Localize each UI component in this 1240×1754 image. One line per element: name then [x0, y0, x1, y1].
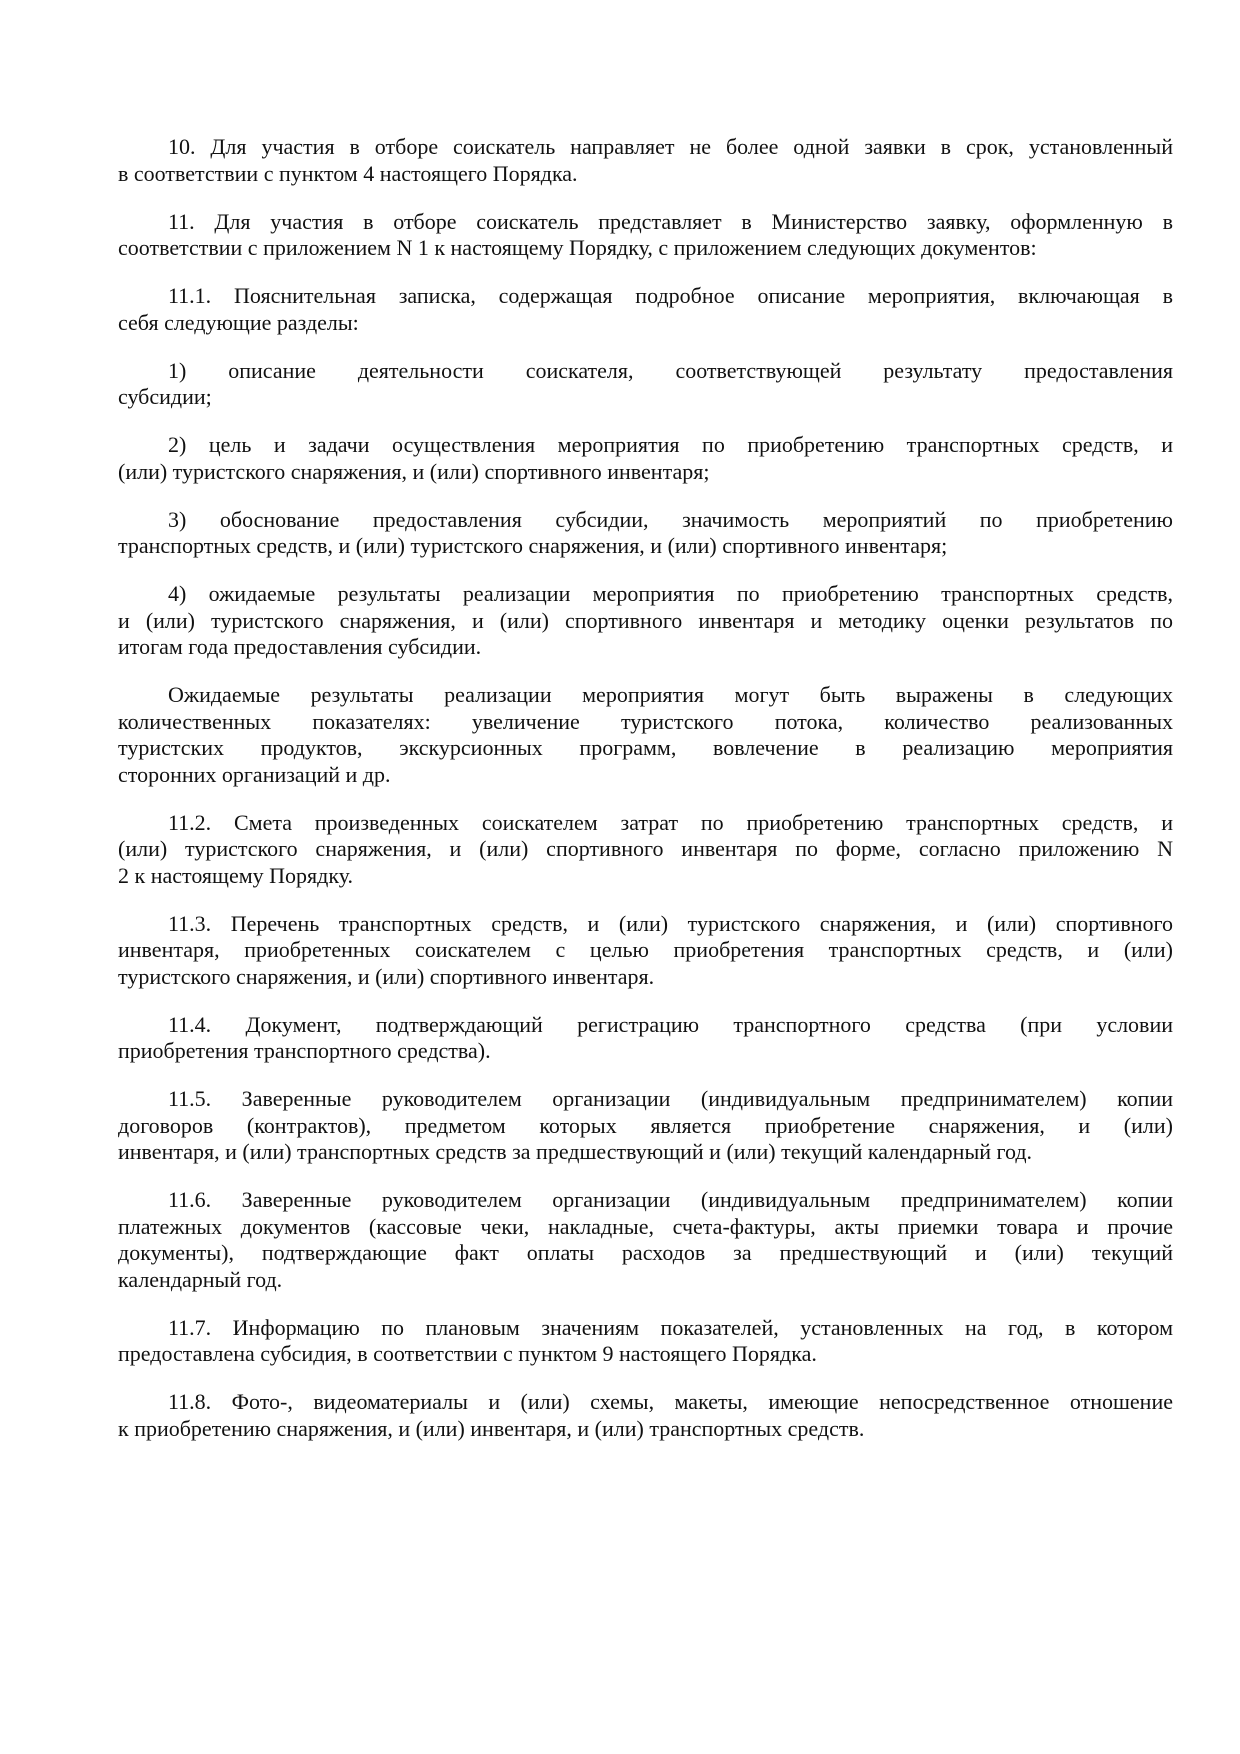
paragraph [118, 911, 1173, 991]
text-line: себя следующие разделы: [118, 309, 359, 335]
text-line: 11.6. Заверенные руководителем организации (индивидуальным предпринимателем) копии [168, 1187, 1173, 1212]
text-line: 4) ожидаемые результаты реализации мероприятия по приобретению транспортных средств, [168, 581, 1173, 606]
text-line: календарный год. [118, 1266, 283, 1292]
text-line: соответствии с приложением N 1 к настоящему Порядку, с приложением следующих документов: [118, 235, 1037, 260]
text-line: документы), подтверждающие факт оплаты расходов за предшествующий и (или) текущий [118, 1240, 1173, 1265]
text-line: итогам года предоставления субсидии. [118, 634, 482, 659]
text-line: 10. Для участия в отборе соискатель направляет не более одной заявки в срок, установленный [168, 134, 1173, 159]
text-line: в соответствии с пунктом 4 настоящего Порядка. [118, 160, 578, 186]
text-line: 11.7. Информацию по плановым значениям показателей, установленных на год, в котором [168, 1314, 1173, 1340]
text-line: приобретения транспортного средства). [118, 1038, 491, 1063]
text-line: и (или) туристского снаряжения, и (или) спортивного инвентаря и методику оценки результатов по [118, 607, 1173, 633]
text-line: сторонних организаций и др. [118, 761, 391, 787]
text-line: договоров (контрактов), предметом которых является приобретение снаряжения, и (или) [118, 1112, 1173, 1138]
text-line: инвентаря, приобретенных соискателем с целью приобретения транспортных средств, и (или) [118, 937, 1173, 962]
text-line: 11.2. Смета произведенных соискателем затрат по приобретению транспортных средств, и [168, 809, 1173, 835]
paragraph [118, 1187, 1173, 1293]
paragraph [118, 507, 1173, 560]
text-line: Ожидаемые результаты реализации мероприятия могут быть выражены в следующих [168, 682, 1173, 707]
text-line: туристских продуктов, экскурсионных программ, вовлечение в реализацию мероприятия [118, 735, 1173, 760]
paragraph [118, 1315, 1173, 1368]
text-line: 11.1. Пояснительная записка, содержащая подробное описание мероприятия, включающая в [168, 283, 1173, 308]
text-line: 11.4. Документ, подтверждающий регистрацию транспортного средства (при условии [168, 1011, 1173, 1037]
text-line: инвентаря, и (или) транспортных средств за предшествующий и (или) текущий календарный год. [118, 1139, 1033, 1164]
document-page [118, 134, 1173, 1464]
text-line: 2) цель и задачи осуществления мероприятия по приобретению транспортных средств, и [168, 432, 1173, 457]
paragraph [118, 581, 1173, 661]
paragraph [118, 283, 1173, 336]
text-line: количественных показателях: увеличение туристского потока, количество реализованных [118, 708, 1173, 734]
text-line: к приобретению снаряжения, и (или) инвентаря, и (или) транспортных средств. [118, 1415, 865, 1441]
text-line: туристского снаряжения, и (или) спортивного инвентаря. [118, 963, 655, 989]
paragraph [118, 1389, 1173, 1442]
text-line: платежных документов (кассовые чеки, накладные, счета-фактуры, акты приемки товара и прочие [118, 1213, 1173, 1239]
text-line: 11. Для участия в отборе соискатель представляет в Министерство заявку, оформленную в [168, 208, 1173, 234]
text-line: 11.3. Перечень транспортных средств, и (или) туристского снаряжения, и (или) спортивного [168, 910, 1173, 936]
paragraph [118, 358, 1173, 411]
text-line: 11.5. Заверенные руководителем организации (индивидуальным предпринимателем) копии [168, 1086, 1173, 1111]
paragraph [118, 1012, 1173, 1065]
text-line: (или) туристского снаряжения, и (или) спортивного инвентаря по форме, согласно приложению N [118, 836, 1173, 861]
text-line: 11.8. Фото-, видеоматериалы и (или) схемы, макеты, имеющие непосредственное отношение [168, 1389, 1173, 1414]
paragraph [118, 810, 1173, 890]
text-line: 1) описание деятельности соискателя, соответствующей результату предоставления [168, 357, 1173, 383]
paragraph [118, 209, 1173, 262]
text-line: (или) туристского снаряжения, и (или) спортивного инвентаря; [118, 458, 710, 484]
paragraph [118, 682, 1173, 788]
text-line: субсидии; [118, 384, 212, 409]
text-line: 3) обоснование предоставления субсидии, значимость мероприятий по приобретению [168, 506, 1173, 532]
text-line: транспортных средств, и (или) туристского снаряжения, и (или) спортивного инвентаря; [118, 533, 948, 558]
paragraph [118, 432, 1173, 485]
paragraph [118, 134, 1173, 187]
text-line: предоставлена субсидия, в соответствии с пунктом 9 настоящего Порядка. [118, 1341, 817, 1366]
paragraph [118, 1086, 1173, 1166]
text-line: 2 к настоящему Порядку. [118, 862, 354, 888]
